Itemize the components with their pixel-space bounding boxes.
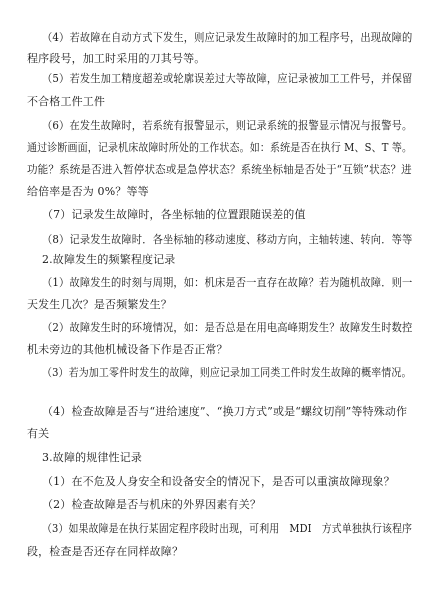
text-line: 段，检查是否还存在同样故障？ bbox=[27, 545, 184, 558]
text-line: 给倍率是否为 0%？等等 bbox=[27, 185, 149, 198]
text-line: 程序段号，加工时采用的刀其号等。 bbox=[27, 52, 206, 65]
text-line: （4）若故障在自动方式下发生，则应记录发生故障时的加工程序号，出现故障的 bbox=[42, 31, 413, 44]
text-line: （7）记录发生故障时，各坐标轴的位置跟随误差的值 bbox=[42, 208, 306, 221]
text-line: 不合格工件工件 bbox=[27, 95, 106, 108]
text-line: （1）在不危及人身安全和设备安全的情况下，是否可以重演故障现象？ bbox=[42, 475, 395, 488]
text-line: （2）故障发生时的环境情况，如：是否总是在用电高峰期发生？故障发生时数控 bbox=[42, 321, 413, 334]
text-line: （3）如果故障是在执行某固定程序段时出现，可利用 MDI 方式单独执行该程序 bbox=[42, 522, 413, 535]
text-line: （6）在发生故障时，若系统有报警显示，则记录系统的报警显示情况与报警号。 bbox=[42, 119, 413, 132]
text-line: 有关 bbox=[27, 427, 50, 440]
text-line: （4）检查故障是否与“进给速度”、“换刀方式”或是“螺纹切削”等特殊动作 bbox=[42, 405, 408, 418]
text-line: （2）检查故障是否与机床的外界因素有关？ bbox=[42, 498, 261, 511]
section-heading: 2.故障发生的频繁程度记录 bbox=[42, 253, 176, 266]
text-line: 功能？系统是否进入暂停状态或是急停状态？系统坐标轴是否处于“互锁”状态？进 bbox=[27, 163, 412, 176]
text-line: （3）若为加工零件时发生的故障，则应记录加工同类工件时发生故障的概率情况。 bbox=[42, 366, 412, 379]
section-heading: 3.故障的规律性记录 bbox=[42, 451, 142, 464]
text-line: 机未旁边的其他机械设备下作是否正常？ bbox=[27, 343, 228, 356]
text-line: 天发生几次？是否频繁发生？ bbox=[27, 298, 172, 311]
text-line: （5）若发生加工精度超差或轮廓误差过大等故障，应记录被加工工件号，并保留 bbox=[42, 72, 413, 85]
text-line: （1）故障发生的时刻与周期，如：机床是否一直存在故障？若为随机故障．则一 bbox=[42, 276, 413, 289]
text-line: （8）记录发生故障时．各坐标轴的移动速度、移动方向，主轴转速、转向．等等 bbox=[42, 233, 413, 246]
text-line: 通过诊断画面，记录机床故障时所处的工作状态。如：系统是否在执行 M、S、T 等。 bbox=[27, 141, 413, 154]
